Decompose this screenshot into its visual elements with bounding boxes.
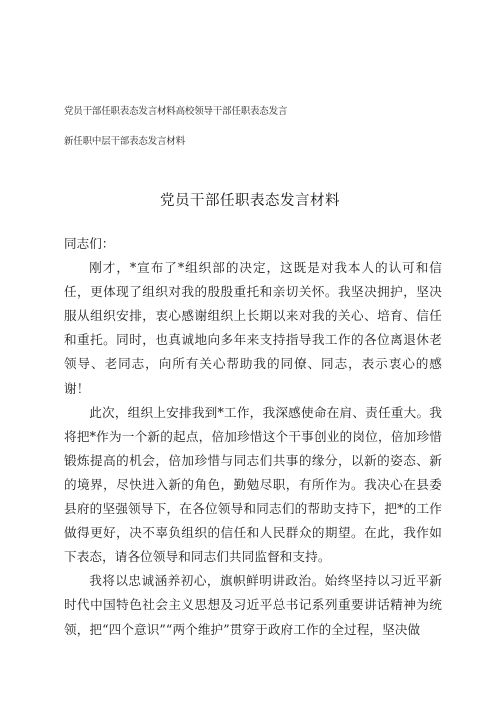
related-title-2: 新任职中层干部表态发言材料 — [64, 136, 185, 147]
paragraph-3: 我将以忠诚涵养初心，旗帜鲜明讲政治。始终坚持以习近平新时代中国特色社会主义思想及习近平总书记系列重要讲话精神为统领，把“四个意识”“两个维护”贯穿于政府工作的全过程，坚决做 — [64, 573, 442, 637]
related-title-1: 党员干部任职表态发言材料高校领导干部任职表态发言 — [64, 106, 288, 117]
paragraph-1: 刚才，*宣布了*组织部的决定，这既是对我本人的认可和信任，更体现了组织对我的殷殷重托和亲切关怀。我坚决拥护，坚决服从组织安排，衷心感谢组织上长期以来对我的关心、培育、信任和重托。同时，也真诚地向多年来支持指导我工作的各位离退休老领导、老同志，向所有关心帮助我的同僚、同志，表示衷心的感谢！ — [64, 260, 442, 396]
document-title: 党员干部任职表态发言材料 — [160, 193, 340, 209]
document-body — [64, 232, 442, 642]
salutation: 同志们： — [64, 236, 115, 251]
paragraph-2: 此次，组织上安排我到*工作，我深感使命在肩、责任重大。我将把*作为一个新的起点，倍加珍惜这个干事创业的岗位，倍加珍惜锻炼提高的机会，倍加珍惜与同志们共事的缘分，以新的姿态、新的境界，尽快进入新的角色，勤勉尽职，有所作为。我决心在县委县府的坚强领导下，在各位领导和同志们的帮助支持下，把*的工作做得更好，决不辜负组织的信任和人民群众的期望。在此，我作如下表态，请各位领导和同志们共同监督和支持。 — [64, 404, 442, 565]
